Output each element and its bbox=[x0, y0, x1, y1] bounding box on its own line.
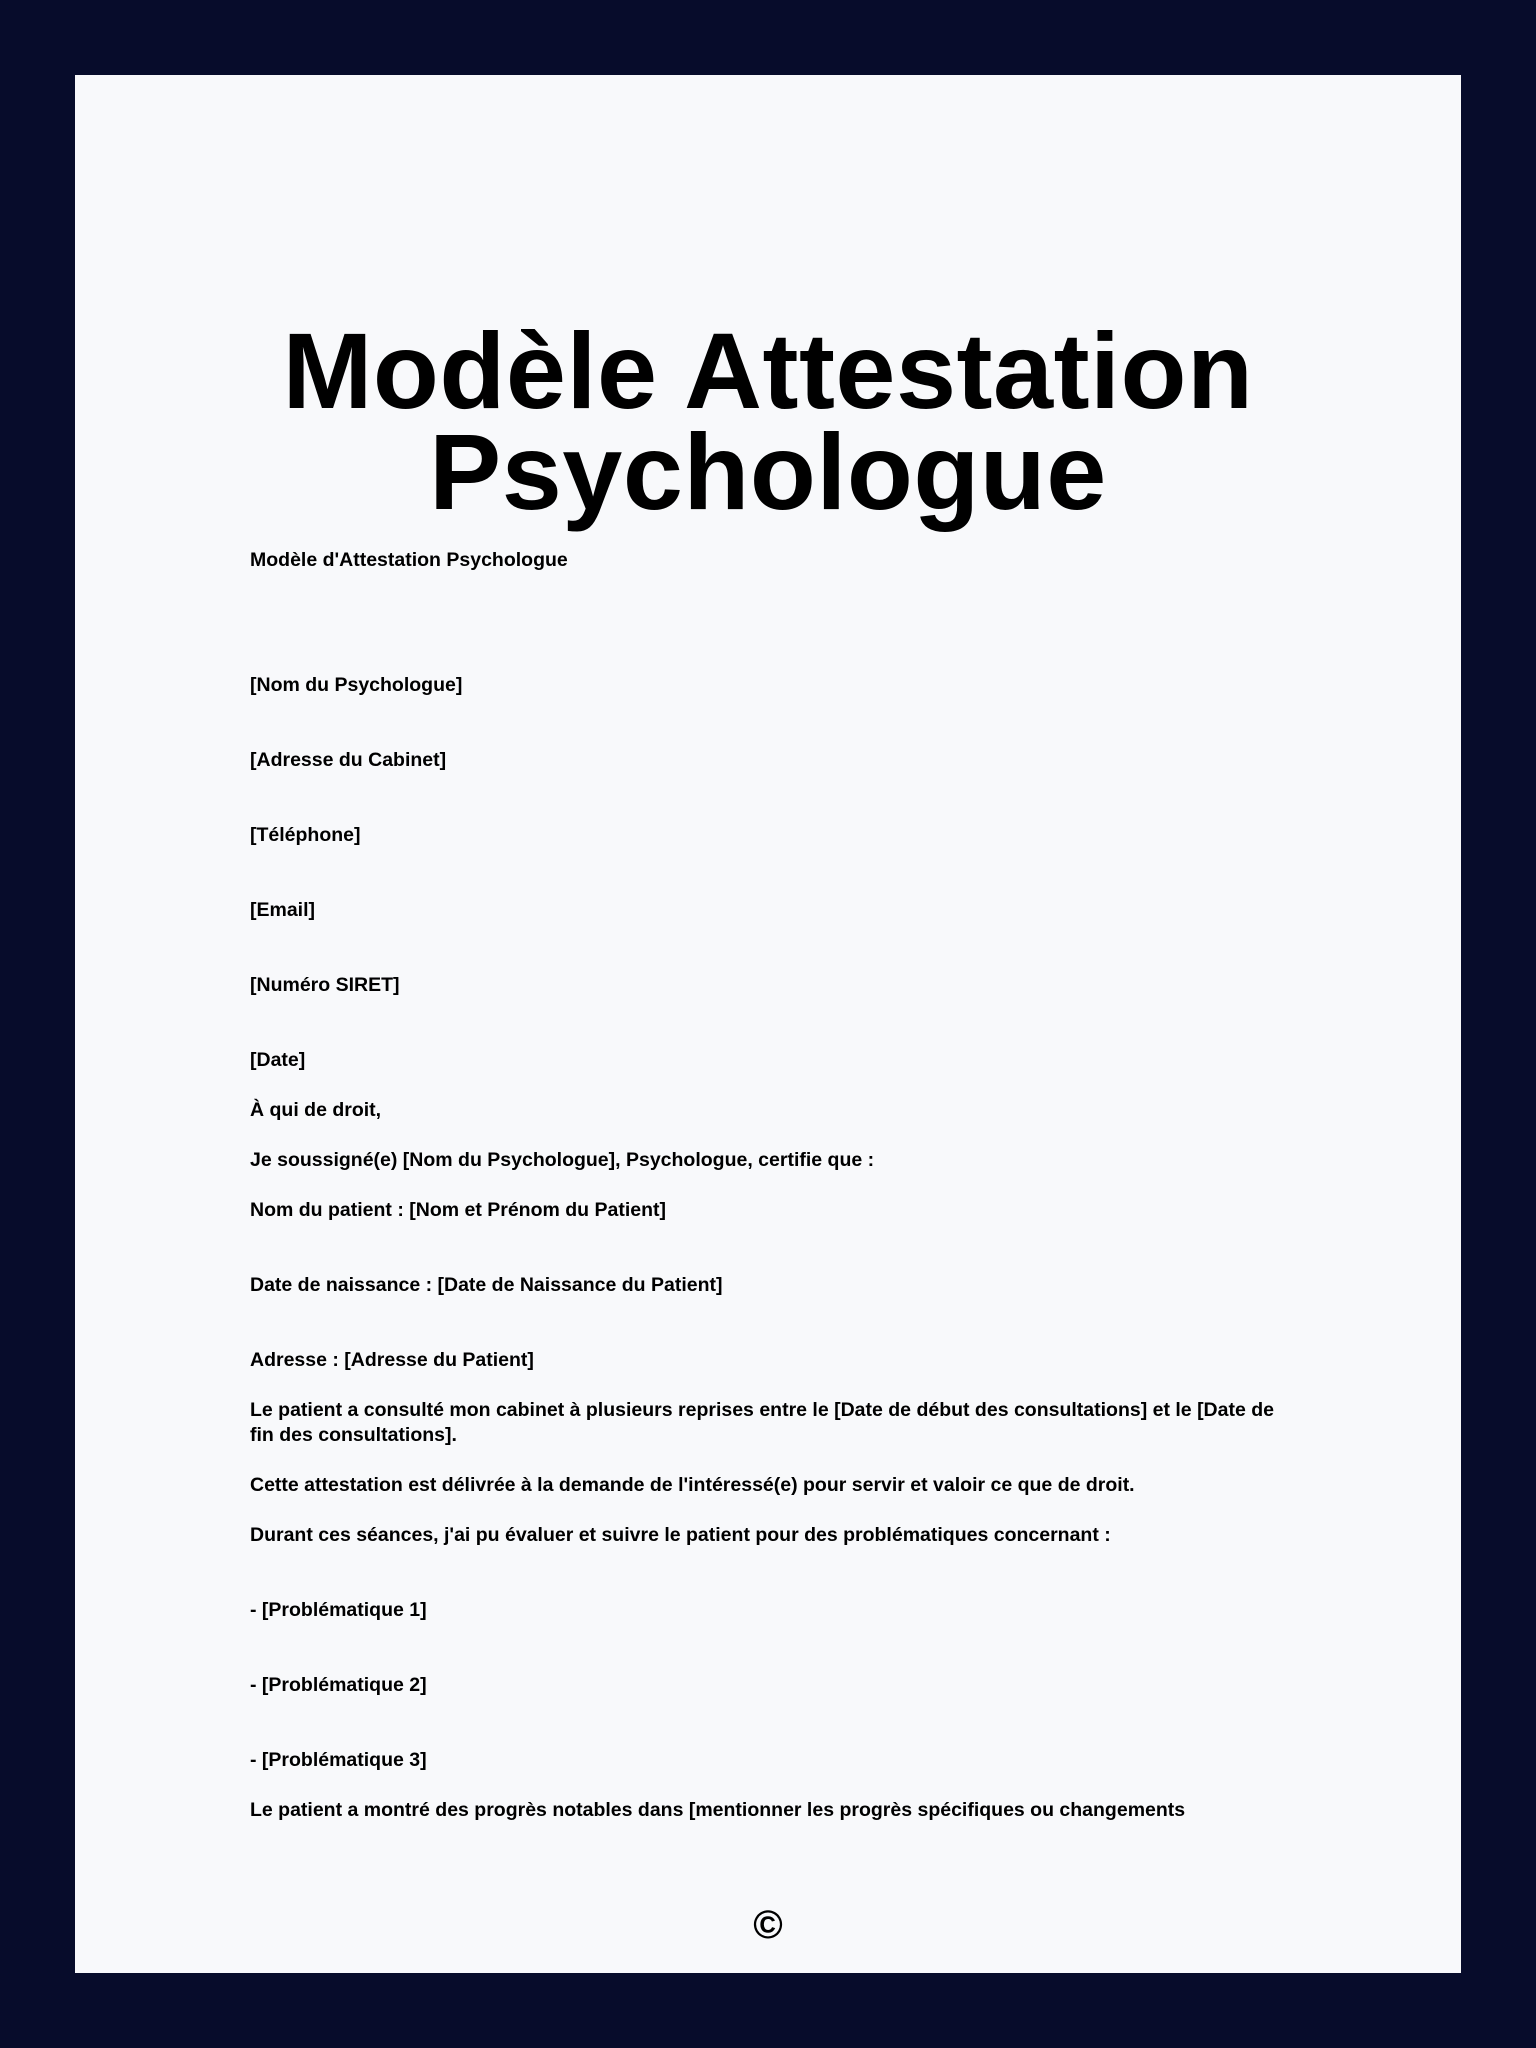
progress-paragraph: Le patient a montré des progrès notables dans [mentionner les progrès spécifiques ou changements bbox=[250, 1799, 1186, 1821]
copyright-icon: © bbox=[753, 1903, 783, 1947]
salutation: À qui de droit, bbox=[250, 1099, 382, 1121]
phone-field: [Téléphone] bbox=[250, 824, 361, 846]
date-field: [Date] bbox=[250, 1049, 306, 1071]
document-subtitle: Modèle d'Attestation Psychologue bbox=[250, 549, 568, 571]
title-line-1: Modèle Attestation bbox=[282, 310, 1254, 431]
certify-statement: Je soussigné(e) [Nom du Psychologue], Psychologue, certifie que : bbox=[250, 1149, 875, 1171]
issue-item-3: - [Problématique 3] bbox=[250, 1749, 427, 1771]
issue-item-2: - [Problématique 2] bbox=[250, 1674, 427, 1696]
patient-birth-line: Date de naissance : [Date de Naissance du Patient] bbox=[250, 1274, 723, 1296]
issue-item-1: - [Problématique 1] bbox=[250, 1599, 427, 1621]
document-page bbox=[75, 75, 1461, 1973]
purpose-paragraph: Cette attestation est délivrée à la demande de l'intéressé(e) pour servir et valoir ce que de droit. bbox=[250, 1474, 1135, 1496]
title-line-2: Psychologue bbox=[429, 411, 1107, 532]
cabinet-address-field: [Adresse du Cabinet] bbox=[250, 749, 447, 771]
consultation-paragraph: Le patient a consulté mon cabinet à plusieurs reprises entre le [Date de début des consultations] et le [Date de fin des consultations]. bbox=[250, 1399, 1274, 1446]
siret-field: [Numéro SIRET] bbox=[250, 974, 400, 996]
patient-name-line: Nom du patient : [Nom et Prénom du Patient] bbox=[250, 1199, 667, 1221]
issues-intro: Durant ces séances, j'ai pu évaluer et suivre le patient pour des problématiques concernant : bbox=[250, 1524, 1111, 1546]
email-field: [Email] bbox=[250, 899, 316, 921]
document-title bbox=[75, 310, 1461, 532]
psychologist-name-field: [Nom du Psychologue] bbox=[250, 674, 463, 696]
patient-address-line: Adresse : [Adresse du Patient] bbox=[250, 1349, 534, 1371]
